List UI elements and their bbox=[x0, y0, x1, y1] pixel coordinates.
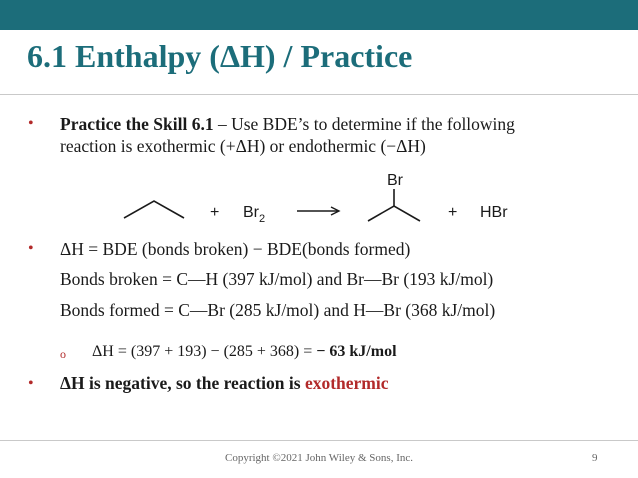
calc-result: − 63 kJ/mol bbox=[316, 343, 397, 360]
product-br-label: Br bbox=[387, 172, 403, 189]
bullet-marker: • bbox=[28, 375, 34, 392]
sub-bullet-marker: o bbox=[60, 347, 66, 361]
product-structure bbox=[368, 206, 420, 221]
reaction-diagram bbox=[110, 163, 530, 233]
plus-sign-1: + bbox=[210, 204, 220, 221]
copyright-notice: Copyright ©2021 John Wiley & Sons, Inc. bbox=[225, 452, 413, 464]
reagent-br2 bbox=[243, 204, 265, 225]
footer-divider bbox=[0, 440, 638, 441]
conclusion-text: ΔH is negative, so the reaction is bbox=[60, 373, 305, 393]
bullet-marker: • bbox=[28, 115, 34, 132]
byproduct-hbr: HBr bbox=[480, 204, 508, 221]
title-divider bbox=[0, 94, 638, 95]
bullet1-line2: reaction is exothermic (+ΔH) or endothermic (−ΔH) bbox=[60, 136, 426, 156]
enthalpy-calculation bbox=[92, 341, 397, 363]
bonds-broken: Bonds broken = C—H (397 kJ/mol) and Br—Br (193 kJ/mol) bbox=[60, 269, 494, 289]
bullet1-line1 bbox=[60, 113, 515, 135]
reagent-symbol: Br bbox=[243, 204, 259, 221]
page-number: 9 bbox=[592, 452, 598, 464]
propane-structure bbox=[124, 201, 184, 218]
reaction-scheme bbox=[110, 163, 530, 238]
calc-expression: ΔH = (397 + 193) − (285 + 368) = bbox=[92, 343, 317, 360]
enthalpy-equation: ΔH = BDE (bonds broken) − BDE(bonds formed) bbox=[60, 239, 411, 259]
top-banner bbox=[0, 0, 638, 30]
plus-sign-2: + bbox=[448, 204, 458, 221]
bonds-formed: Bonds formed = C—Br (285 kJ/mol) and H—Br (368 kJ/mol) bbox=[60, 300, 496, 320]
slide-title: 6.1 Enthalpy (ΔH) / Practice bbox=[27, 38, 413, 74]
conclusion-line bbox=[60, 372, 389, 394]
bullet1-text: – Use BDE’s to determine if the following bbox=[213, 114, 515, 134]
bullet-marker: • bbox=[28, 240, 34, 257]
bullet1-lead: Practice the Skill 6.1 bbox=[60, 114, 214, 134]
conclusion-exothermic: exothermic bbox=[304, 373, 389, 393]
reagent-subscript: 2 bbox=[259, 213, 266, 225]
